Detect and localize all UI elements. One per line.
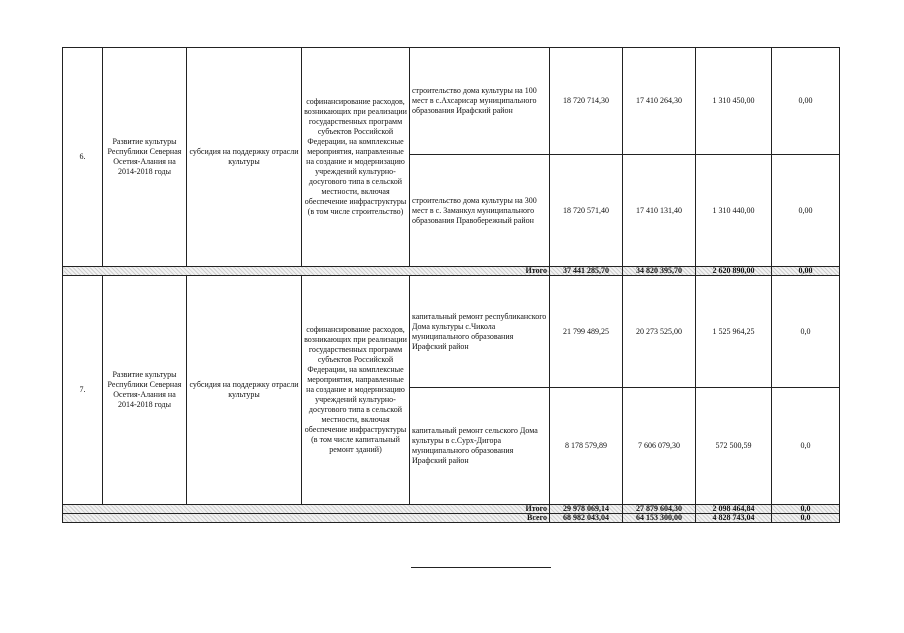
local-amount: 0,0 bbox=[772, 276, 840, 388]
subsidy-type: субсидия на поддержку отрасли культуры bbox=[187, 48, 302, 267]
total-amount: 18 720 571,40 bbox=[550, 155, 623, 267]
local-amount: 0,00 bbox=[772, 48, 840, 155]
regional-amount: 1 310 440,00 bbox=[696, 155, 772, 267]
grand-total-federal: 64 153 300,00 bbox=[623, 514, 696, 523]
object-name: строительство дома культуры на 100 мест в с.Ахсарисар муниципального образования Ирафский район bbox=[410, 48, 550, 155]
table-row bbox=[63, 276, 840, 388]
row-number: 6. bbox=[63, 48, 103, 267]
object-name: строительство дома культуры на 300 мест в с. Заманкул муниципального образования Правобережный район bbox=[410, 155, 550, 267]
federal-amount: 7 606 079,30 bbox=[623, 388, 696, 505]
subtotal-regional: 2 620 890,00 bbox=[696, 267, 772, 276]
subsidy-purpose: софинансирование расходов, возникающих при реализации государственных программ субъектов Российской Федерации, на комплексные мероприятия, направленные на создание и модернизацию учреждений культурно-досугового типа в сельской местности, включая обеспечение инфраструктуры (в том числе строительство) bbox=[302, 48, 410, 267]
federal-amount: 20 273 525,00 bbox=[623, 276, 696, 388]
subtotal-federal: 34 820 395,70 bbox=[623, 267, 696, 276]
closing-line bbox=[411, 567, 551, 568]
subsidy-type: субсидия на поддержку отрасли культуры bbox=[187, 276, 302, 505]
object-name: капитальный ремонт республиканского Дома культуры с.Чикола муниципального образования Ирафский район bbox=[410, 276, 550, 388]
row-number: 7. bbox=[63, 276, 103, 505]
subtotal-row bbox=[63, 267, 840, 276]
subsidy-purpose: софинансирование расходов, возникающих при реализации государственных программ субъектов Российской Федерации, на комплексные мероприятия, направленные на создание и модернизацию учреждений культурно-досугового типа в сельской местности, включая обеспечение инфраструктуры (в том числе капитальный ремонт зданий) bbox=[302, 276, 410, 505]
local-amount: 0,0 bbox=[772, 388, 840, 505]
grand-total-label: Всего bbox=[63, 514, 550, 523]
budget-table bbox=[62, 47, 840, 523]
federal-amount: 17 410 264,30 bbox=[623, 48, 696, 155]
subtotal-regional: 2 098 464,84 bbox=[696, 505, 772, 514]
subtotal-local: 0,0 bbox=[772, 505, 840, 514]
total-amount: 18 720 714,30 bbox=[550, 48, 623, 155]
subtotal-label: Итого bbox=[63, 267, 550, 276]
federal-amount: 17 410 131,40 bbox=[623, 155, 696, 267]
regional-amount: 1 310 450,00 bbox=[696, 48, 772, 155]
subtotal-total: 29 978 069,14 bbox=[550, 505, 623, 514]
table-row bbox=[63, 48, 840, 155]
grand-total-regional: 4 828 743,04 bbox=[696, 514, 772, 523]
grand-total-local: 0,0 bbox=[772, 514, 840, 523]
regional-amount: 1 525 964,25 bbox=[696, 276, 772, 388]
program-name: Развитие культуры Республики Северная Осетия-Алания на 2014-2018 годы bbox=[103, 276, 187, 505]
program-name: Развитие культуры Республики Северная Осетия-Алания на 2014-2018 годы bbox=[103, 48, 187, 267]
subtotal-label: Итого bbox=[63, 505, 550, 514]
subtotal-federal: 27 879 604,30 bbox=[623, 505, 696, 514]
subtotal-local: 0,00 bbox=[772, 267, 840, 276]
regional-amount: 572 500,59 bbox=[696, 388, 772, 505]
object-name: капитальный ремонт сельского Дома культуры в с.Сурх-Дигора муниципального образования Ирафский район bbox=[410, 388, 550, 505]
subtotal-total: 37 441 285,70 bbox=[550, 267, 623, 276]
total-amount: 8 178 579,89 bbox=[550, 388, 623, 505]
grand-total-row bbox=[63, 514, 840, 523]
local-amount: 0,00 bbox=[772, 155, 840, 267]
total-amount: 21 799 489,25 bbox=[550, 276, 623, 388]
grand-total-total: 68 982 043,04 bbox=[550, 514, 623, 523]
